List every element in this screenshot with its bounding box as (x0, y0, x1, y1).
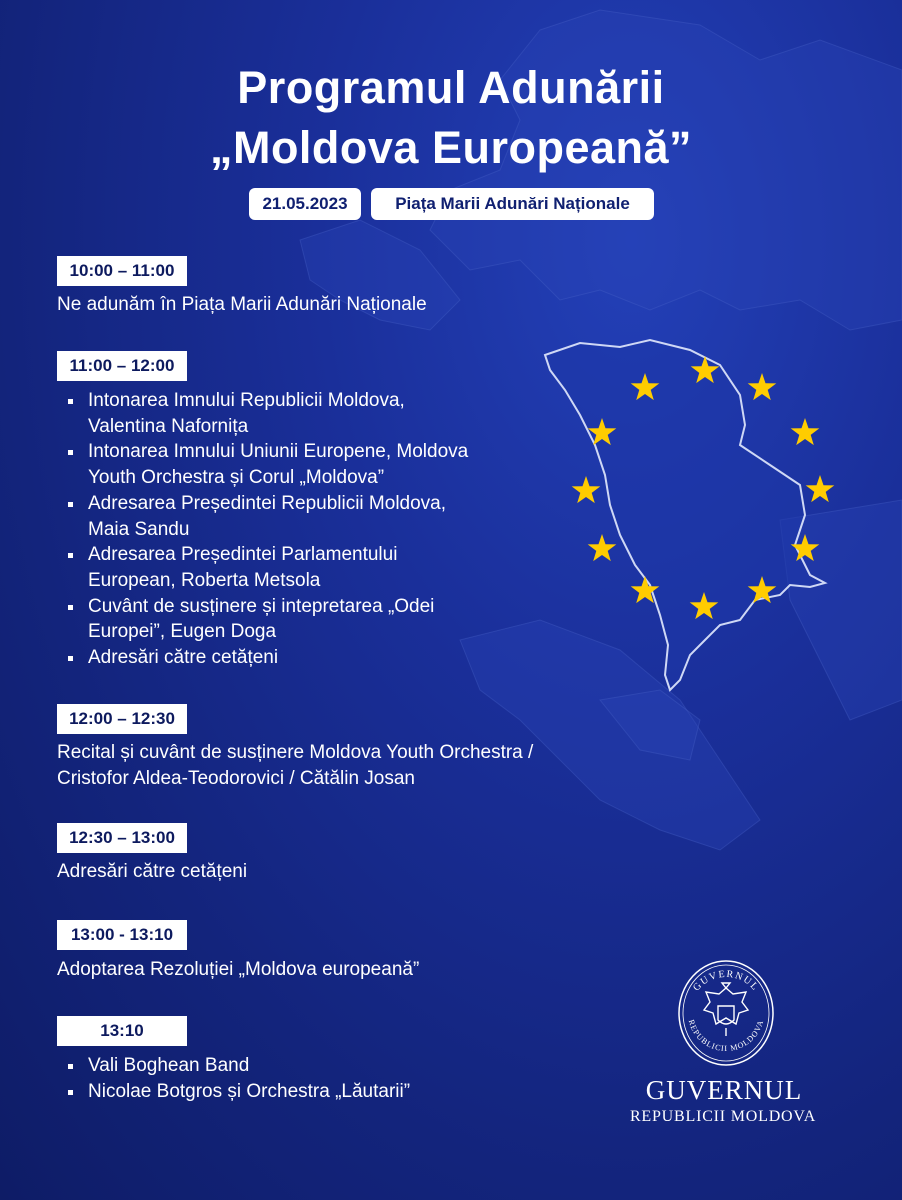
eu-star (791, 418, 820, 445)
list-item: Adresarea Președintei Republicii Moldova, Maia Sandu (67, 491, 468, 542)
list-item: Vali Boghean Band (67, 1053, 410, 1079)
slot-1-description: Ne adunăm în Piața Marii Adunări Naționale (57, 294, 427, 315)
time-badge-5: 13:00 - 13:10 (57, 920, 187, 950)
time-badge-1: 10:00 – 11:00 (57, 256, 187, 286)
time-badge-4: 12:30 – 13:00 (57, 823, 187, 853)
page-title-line2: „Moldova Europeană” (209, 122, 693, 173)
slot-3-line2: Cristofor Aldea-Teodorovici / Cătălin Josan (57, 768, 416, 789)
page-title-line1: Programul Adunării (237, 62, 665, 113)
slot-6-list (67, 1053, 410, 1104)
list-item: Adresarea Președintei Parlamentului European, Roberta Metsola (67, 542, 468, 593)
slot-5-description: Adoptarea Rezoluției „Moldova europeană” (57, 959, 420, 980)
slot-3-line1: Recital și cuvânt de susținere Moldova Youth Orchestra / (57, 742, 534, 763)
government-seal (676, 958, 776, 1068)
date-badge: 21.05.2023 (249, 188, 361, 220)
time-badge-3: 12:00 – 12:30 (57, 704, 187, 734)
list-item: Intonarea Imnului Uniunii Europene, Moldova Youth Orchestra și Corul „Moldova” (67, 439, 468, 490)
eu-star (588, 534, 617, 561)
eu-star (748, 373, 777, 400)
coat-of-arms-icon (704, 983, 748, 1036)
government-name: GUVERNUL (645, 1075, 803, 1105)
list-item: Nicolae Botgros și Orchestra „Lăutarii” (67, 1079, 410, 1105)
time-badge-6: 13:10 (57, 1016, 187, 1046)
location-badge: Piața Marii Adunări Naționale (371, 188, 654, 220)
list-item: Intonarea Imnului Republicii Moldova, Valentina Nafornița (67, 388, 468, 439)
moldova-map-with-eu-stars (540, 335, 840, 695)
list-item: Adresări către cetățeni (67, 645, 468, 671)
list-item: Cuvânt de susținere și intepretarea „Odei Europei”, Eugen Doga (67, 594, 468, 645)
time-badge-2: 11:00 – 12:00 (57, 351, 187, 381)
government-subtitle: REPUBLICII MOLDOVA (629, 1108, 817, 1125)
eu-star (806, 475, 835, 502)
eu-star (572, 476, 601, 503)
slot-4-description: Adresări către cetățeni (57, 861, 248, 882)
svg-text:GUVERNUL: GUVERNUL (691, 968, 761, 994)
moldova-outline (545, 340, 825, 690)
svg-text:REPUBLICII MOLDOVA: REPUBLICII MOLDOVA (686, 1018, 766, 1054)
slot-2-list (67, 388, 468, 671)
